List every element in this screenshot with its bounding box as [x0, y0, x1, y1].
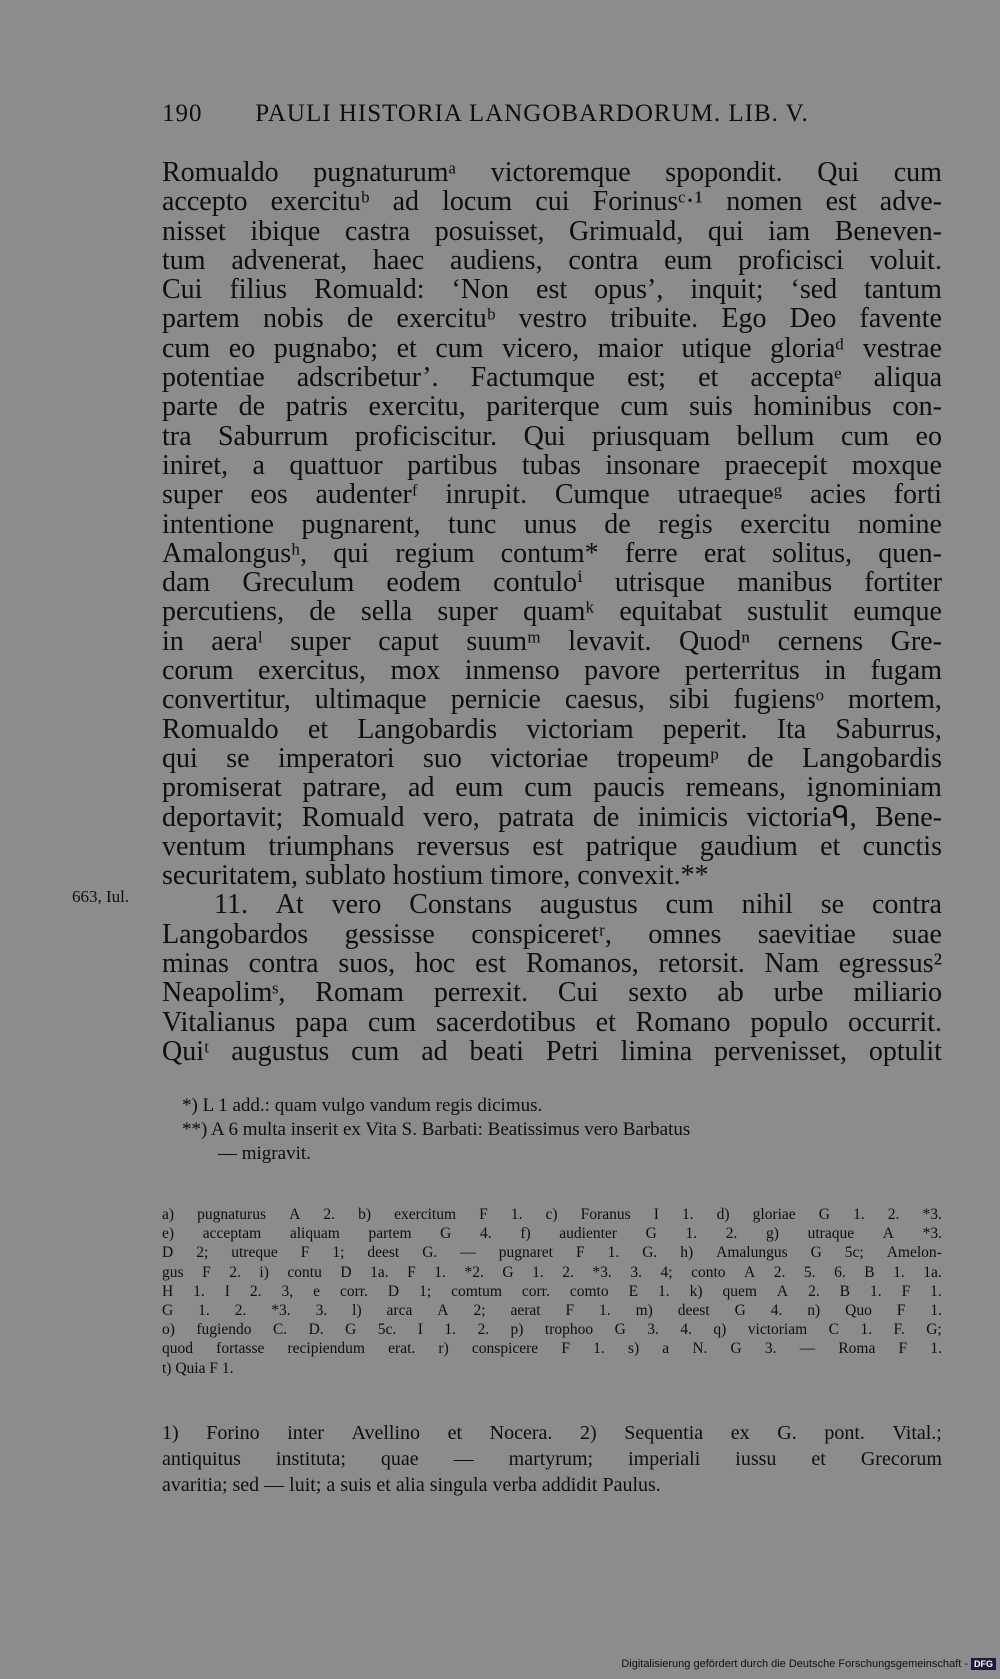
- apparatus-line: quod fortasse recipiendum erat. r) conspicere F 1. s) a N. G 3. — Roma F 1.: [162, 1340, 942, 1358]
- text-line: parte de patris exercitu, pariterque cum suis hominibus con-: [162, 391, 942, 423]
- text-line: securitatem, sublato hostium timore, convexit.**: [162, 860, 709, 892]
- footnote-line: 1) Forino inter Avellino et Nocera. 2) Sequentia ex G. pont. Vital.;: [162, 1422, 942, 1444]
- text-line: Cui filius Romuald: ‘Non est opus’, inquit; ‘sed tantum: [162, 274, 942, 306]
- star-note: — migravit.: [218, 1143, 311, 1164]
- critical-apparatus: [162, 1205, 942, 1378]
- footer-text: Digitalisierung gefördert durch die Deutsche Forschungsgemeinschaft -: [621, 1658, 968, 1670]
- text-line: potentiae adscribetur’. Factumque est; et acceptaᵉ aliqua: [162, 362, 942, 394]
- text-line: cum eo pugnabo; et cum vicero, maior utique gloriaᵈ vestrae: [162, 332, 942, 364]
- apparatus-line: t) Quia F 1.: [162, 1359, 234, 1377]
- footnote-line: avaritia; sed — luit; a suis et alia singula verba addidit Paulus.: [162, 1474, 661, 1496]
- text-line: promiserat patrare, ad eum cum paucis remeans, ignominiam: [162, 772, 942, 804]
- dfg-logo: DFG: [971, 1658, 996, 1670]
- apparatus-line: e) acceptam aliquam partem G 4. f) audienter G 1. 2. g) utraque A *3.: [162, 1225, 942, 1243]
- star-note: **) A 6 multa inserit ex Vita S. Barbati: Beatissimus vero Barbatus: [182, 1119, 691, 1140]
- text-line: Amalongusʰ, qui regium contum* ferre erat solitus, quen-: [162, 537, 942, 569]
- text-line: tum advenerat, haec audiens, contra eum proficisci voluit.: [162, 244, 942, 276]
- text-line: percutiens, de sella super quamᵏ equitabat sustulit eumque: [162, 596, 942, 628]
- footnote-line: antiquitus instituta; quae — martyrum; imperiali iussu et Grecorum: [162, 1448, 942, 1470]
- text-line: nisset ibique castra posuisset, Grimuald, qui iam Beneven-: [162, 215, 942, 247]
- main-text: [162, 158, 942, 1066]
- running-title: PAULI HISTORIA LANGOBARDORUM. LIB. V.: [255, 100, 809, 127]
- text-line: Quiᵗ augustus cum ad beati Petri limina pervenisset, optulit: [162, 1035, 942, 1067]
- apparatus-line: a) pugnaturus A 2. b) exercitum F 1. c) Foranus I 1. d) gloriae G 1. 2. *3.: [162, 1206, 942, 1223]
- apparatus-line: G 1. 2. *3. 3. l) arca A 2; aerat F 1. m) deest G 4. n) Quo F 1.: [162, 1302, 942, 1320]
- text-line: Romualdo et Langobardis victoriam peperit. Ita Saburrus,: [162, 713, 942, 745]
- star-note: *) L 1 add.: quam vulgo vandum regis dicimus.: [182, 1095, 543, 1116]
- apparatus-line: H 1. I 2. 3, e corr. D 1; comtum corr. comto E 1. k) quem A 2. B 1. F 1.: [162, 1282, 942, 1300]
- text-line: qui se imperatori suo victoriae tropeumᵖ de Langobardis: [162, 742, 942, 774]
- text-line: Langobardos gessisse conspiceretʳ, omnes saevitiae suae: [162, 918, 942, 950]
- apparatus-line: o) fugiendo C. D. G 5c. I 1. 2. p) trophoo G 3. 4. q) victoriam C 1. F. G;: [162, 1321, 942, 1339]
- margin-date-note: 663, Iul.: [72, 887, 130, 906]
- apparatus-line: gus F 2. i) contu D 1a. F 1. *2. G 1. 2. *3. 3. 4; conto A 2. 5. 6. B 1. 1a.: [162, 1263, 942, 1281]
- text-line: super eos audenterᶠ inrupit. Cumque utraequeᵍ acies forti: [162, 479, 942, 511]
- text-line: deportavit; Romuald vero, patrata de inimicis victoriaᑫ, Bene-: [162, 801, 942, 833]
- running-header: [162, 100, 942, 128]
- digitization-footer: [621, 1658, 996, 1670]
- text-line: intentione pugnarent, tunc unus de regis exercitu nomine: [162, 508, 942, 540]
- text-line: Neapolimˢ, Romam perrexit. Cui sexto ab urbe miliario: [162, 977, 942, 1009]
- text-line: iniret, a quattuor partibus tubas insonare praecepit moxque: [162, 449, 942, 481]
- footnotes: [162, 1420, 942, 1498]
- page-number: 190: [162, 100, 203, 127]
- text-line: dam Greculum eodem contuloⁱ utrisque manibus fortiter: [162, 567, 942, 599]
- text-line: accepto exercituᵇ ad locum cui Forinusᶜ·¹ nomen est adve-: [162, 186, 942, 218]
- text-line: in aeraˡ super caput suumᵐ levavit. Quodⁿ cernens Gre-: [162, 625, 942, 657]
- text-line: corum exercitus, mox inmenso pavore perterritus in fugam: [162, 655, 942, 687]
- text-line: partem nobis de exercituᵇ vestro tribuite. Ego Deo favente: [162, 303, 942, 335]
- text-line: minas contra suos, hoc est Romanos, retorsit. Nam egressus²: [162, 948, 942, 980]
- text-line: tra Saburrum proficiscitur. Qui priusquam bellum cum eo: [162, 420, 942, 452]
- star-notes: [182, 1094, 942, 1166]
- text-line: convertitur, ultimaque pernicie caesus, sibi fugiensᵒ mortem,: [162, 684, 942, 716]
- apparatus-line: D 2; utreque F 1; deest G. — pugnaret F 1. G. h) Amalungus G 5c; Amelon-: [162, 1244, 942, 1262]
- text-line: Vitalianus papa cum sacerdotibus et Romano populo occurrit.: [162, 1006, 942, 1038]
- text-line: 11. At vero Constans augustus cum nihil se contra: [214, 889, 942, 921]
- text-line: Romualdo pugnaturumᵃ victoremque spopondit. Qui cum: [162, 157, 942, 188]
- text-line: ventum triumphans reversus est patrique gaudium et cunctis: [162, 830, 942, 862]
